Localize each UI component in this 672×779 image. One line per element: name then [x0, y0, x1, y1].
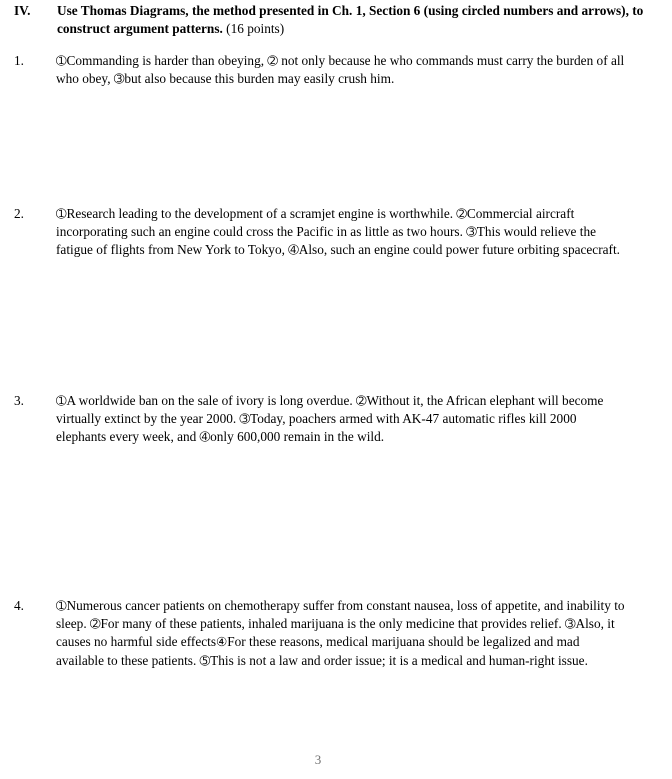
- statement-text: This would relieve the fatigue of flights from New York to Tokyo,: [56, 224, 597, 258]
- circled-number-4-marker: ➃: [199, 429, 211, 445]
- circled-number-3-marker: ➂: [565, 616, 576, 632]
- question-number: 4.: [14, 598, 24, 613]
- circled-number-2-marker: ➁: [456, 206, 467, 221]
- question-text: [56, 597, 628, 670]
- statement-text: Commercial aircraft incorporating such an engine could cross the Pacific in as little as two hours.: [56, 206, 575, 240]
- page-number: 3: [314, 752, 322, 767]
- question-text: [56, 205, 628, 260]
- statement-text: but also because this burden may easily crush him.: [124, 71, 395, 87]
- circled-number-1-marker: ➀: [56, 598, 67, 613]
- statement-text: For many of these patients, inhaled marijuana is the only medicine that provides relief.: [100, 616, 565, 632]
- question-text: [56, 52, 628, 88]
- circled-number-5-marker: ➄: [199, 652, 211, 668]
- section-number: IV.: [14, 3, 31, 18]
- circled-number-4-marker: ➃: [288, 242, 299, 258]
- statement-text: Also, such an engine could power future orbiting spacecraft.: [298, 242, 620, 258]
- circled-number-1-marker: ➀: [56, 53, 67, 68]
- circled-number-2-marker: ➁: [89, 616, 101, 632]
- circled-number-1-marker: ➀: [56, 206, 67, 221]
- statement-text: This is not a law and order issue; it is a medical and human-right issue.: [210, 652, 588, 668]
- circled-number-3-marker: ➂: [239, 411, 251, 427]
- statement-text: Numerous cancer patients on chemotherapy suffer from constant nausea, loss of appetite, and inability to sleep.: [56, 598, 625, 632]
- points-text: (16 points): [222, 21, 285, 36]
- statement-text: Also, it causes no harmful side effects: [56, 616, 615, 650]
- question-number: 3.: [14, 393, 24, 408]
- circled-number-2-marker: ➁: [267, 53, 278, 68]
- statement-text: For these reasons, medical marijuana should be legalized and mad available to these patients.: [56, 634, 580, 668]
- circled-number-1-marker: ➀: [56, 393, 67, 408]
- instruction-text: Use Thomas Diagrams, the method presented in Ch. 1, Section 6 (using circled numbers and arrows), to construct argument patterns.: [57, 3, 644, 36]
- circled-number-3-marker: ➂: [466, 224, 477, 240]
- section-instructions: [57, 2, 647, 38]
- statement-text: only 600,000 remain in the wild.: [210, 429, 385, 445]
- circled-number-2-marker: ➁: [356, 393, 367, 408]
- statement-text: Research leading to the development of a scramjet engine is worthwhile.: [66, 206, 457, 221]
- statement-text: Without it, the African elephant will become virtually extinct by the year 2000.: [56, 393, 604, 427]
- statement-text: A worldwide ban on the sale of ivory is long overdue.: [66, 393, 357, 408]
- statement-text: Today, poachers armed with AK-47 automatic rifles kill 2000 elephants every week, and: [56, 411, 577, 445]
- question-text: [56, 392, 628, 447]
- question-number: 2.: [14, 206, 24, 221]
- statement-text: not only because he who commands must carry the burden of all who obey,: [56, 53, 625, 87]
- circled-number-4-marker: ④: [216, 634, 228, 650]
- question-number: 1.: [14, 53, 24, 68]
- statement-text: Commanding is harder than obeying,: [66, 53, 268, 68]
- circled-number-3-marker: ➂: [113, 71, 125, 87]
